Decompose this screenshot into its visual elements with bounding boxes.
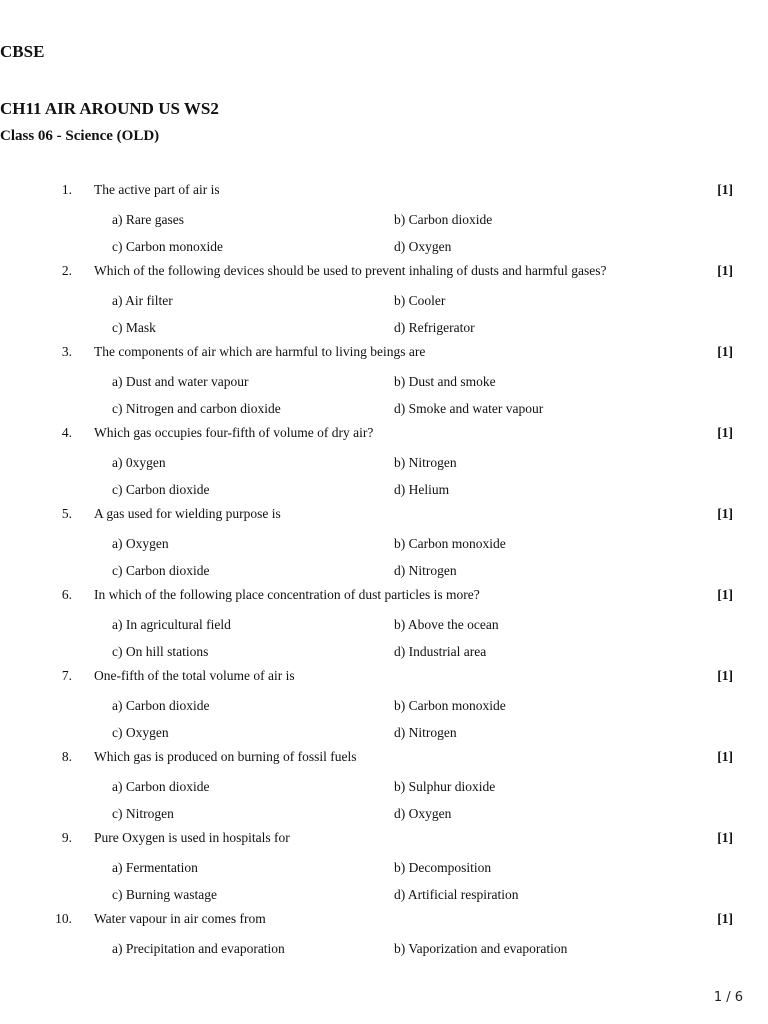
question-marks: [1] [717,749,733,764]
question-text: The components of air which are harmful to living beings are [94,344,426,359]
option-a: a) Dust and water vapour [112,374,249,389]
option-d: d) Nitrogen [394,725,457,740]
option-d: d) Refrigerator [394,320,475,335]
question-item [0,421,768,502]
question-marks: [1] [717,911,733,926]
option-d: d) Industrial area [394,644,487,659]
option-a: a) Rare gases [112,212,184,227]
question-marks: [1] [717,263,733,278]
worksheet-subtitle: Class 06 - Science (OLD) [0,128,160,144]
question-item [0,664,768,745]
question-number: 3. [61,344,72,359]
question-marks: [1] [717,587,733,602]
option-c: c) Nitrogen and carbon dioxide [112,401,281,416]
question-number: 7. [61,668,72,683]
question-list [0,178,768,988]
question-text: Water vapour in air comes from [94,911,266,926]
question-item [0,907,768,988]
option-a: a) Carbon dioxide [112,779,210,794]
question-item [0,259,768,340]
question-marks: [1] [717,830,733,845]
option-a: a) 0xygen [112,455,166,470]
question-number: 8. [61,749,72,764]
option-c: c) Carbon dioxide [112,563,210,578]
option-c: c) Carbon dioxide [112,482,210,497]
question-number: 9. [61,830,72,845]
question-text: A gas used for wielding purpose is [94,506,281,521]
option-c: c) Mask [112,320,156,335]
question-number: 1. [61,182,72,197]
option-c: c) Burning wastage [112,887,217,902]
option-b: b) Carbon dioxide [394,212,493,227]
option-d: d) Oxygen [394,239,452,254]
option-d: d) Smoke and water vapour [394,401,544,416]
option-a: a) Air filter [112,293,173,308]
option-c: c) Carbon monoxide [112,239,223,254]
question-marks: [1] [717,182,733,197]
question-item [0,826,768,907]
question-text: Which gas is produced on burning of fossil fuels [94,749,357,764]
option-c: c) Oxygen [112,725,169,740]
option-d: d) Helium [394,482,450,497]
option-c: c) On hill stations [112,644,209,659]
option-b: b) Sulphur dioxide [394,779,496,794]
question-item [0,502,768,583]
option-b: b) Nitrogen [394,455,457,470]
page-number: 1 / 6 [713,990,743,1005]
question-number: 5. [61,506,72,521]
option-a: a) In agricultural field [112,617,231,632]
question-number: 2. [61,263,72,278]
option-a: a) Fermentation [112,860,198,875]
question-item [0,583,768,664]
question-number: 6. [61,587,72,602]
option-a: a) Precipitation and evaporation [112,941,285,956]
option-d: d) Oxygen [394,806,452,821]
option-b: b) Above the ocean [394,617,499,632]
question-text: Which of the following devices should be used to prevent inhaling of dusts and harmful gases? [94,263,607,278]
option-b: b) Carbon monoxide [394,698,506,713]
option-c: c) Nitrogen [112,806,174,821]
option-b: b) Carbon monoxide [394,536,506,551]
option-b: b) Dust and smoke [394,374,496,389]
question-text: The active part of air is [94,182,220,197]
option-b: b) Vaporization and evaporation [394,941,568,956]
question-item [0,745,768,826]
option-b: b) Cooler [394,293,446,308]
question-marks: [1] [717,344,733,359]
option-d: d) Artificial respiration [394,887,519,902]
worksheet-title: CH11 AIR AROUND US WS2 [0,99,219,118]
question-text: Pure Oxygen is used in hospitals for [94,830,290,845]
question-number: 10. [55,911,72,926]
question-marks: [1] [717,506,733,521]
option-a: a) Oxygen [112,536,169,551]
option-d: d) Nitrogen [394,563,457,578]
option-a: a) Carbon dioxide [112,698,210,713]
question-number: 4. [61,425,72,440]
question-marks: [1] [717,425,733,440]
question-text: In which of the following place concentration of dust particles is more? [94,587,480,602]
question-text: Which gas occupies four-fifth of volume of dry air? [94,425,374,440]
question-item [0,340,768,421]
question-item [0,178,768,259]
question-marks: [1] [717,668,733,683]
question-text: One-fifth of the total volume of air is [94,668,295,683]
board-title: CBSE [0,42,45,61]
option-b: b) Decomposition [394,860,492,875]
